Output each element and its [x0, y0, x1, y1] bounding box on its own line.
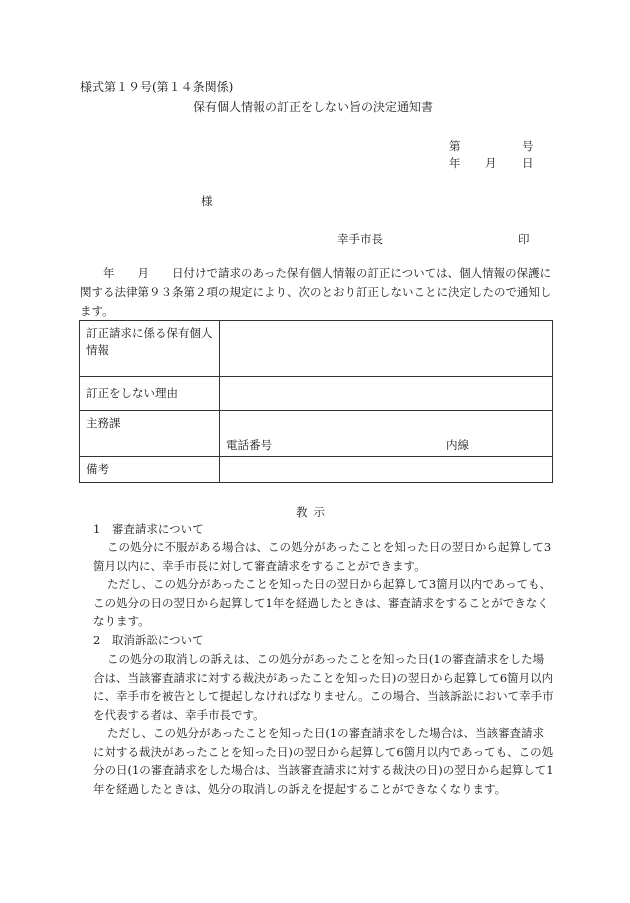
notice-title: 教示 [296, 505, 331, 519]
row-label-remarks: 備考 [80, 457, 220, 483]
date-day-label: 日 [522, 156, 534, 170]
info-table [79, 320, 553, 483]
reference-number-prefix: 第 [449, 139, 461, 153]
date-month-label: 月 [485, 156, 497, 170]
table-row [80, 411, 553, 457]
date-year-label: 年 [449, 156, 461, 170]
row-value-department[interactable] [220, 411, 553, 457]
notice-section-1-paragraph-2: ただし、この処分があったことを知った日の翌日から起算して3箇月以内であっても、この処分の日の翌日から起算して1年を経過したときは、審査請求をすることができなくなります。 [93, 577, 552, 628]
notice-section-1-heading: 1 審査請求について [93, 522, 204, 536]
body-paragraph: 年 月 日付けで請求のあった保有個人情報の訂正については、個人情報の保護に関する法律第９３条第２項の規定により、次のとおり訂正しないことに決定したので通知します。 [80, 266, 552, 318]
row-value-personal-info[interactable] [220, 321, 553, 377]
notice-section-1-paragraph-1: この処分に不服がある場合は、この処分があったことを知った日の翌日から起算して3箇月以内に、幸手市長に対して審査請求をすることができます。 [93, 540, 552, 573]
extension-label: 内線 [446, 438, 469, 452]
addressee-honorific: 様 [201, 194, 213, 208]
phone-number-label: 電話番号 [226, 438, 272, 452]
seal-mark: 印 [518, 232, 530, 246]
notice-section-2-paragraph-2: ただし、この処分があったことを知った日(1の審査請求をした場合は、当該審査請求に対する裁決があったことを知った日)の翌日から起算して6箇月以内であっても、この処分の日(1の審査請求をした場合は、当該審査請求に対する裁決の日)の翌日から起算して1年を経過したときは、処分の取消しの訴えを提起することができなくなります。 [93, 726, 554, 796]
table-row [80, 321, 553, 377]
row-label-personal-info: 訂正請求に係る保有個人情報 [80, 321, 220, 377]
notice-section-2-paragraph-1: この処分の取消しの訴えは、この処分があったことを知った日(1の審査請求をした場合は、当該審査請求に対する裁決があったことを知った日)の翌日から起算して6箇月以内に、幸手市を被告として提起しなければなりません。この場合、当該訴訟において幸手市を代表する者は、幸手市長です。 [93, 652, 554, 722]
reference-number-suffix: 号 [522, 139, 534, 153]
row-value-remarks[interactable] [220, 457, 553, 483]
row-label-reason: 訂正をしない理由 [80, 377, 220, 411]
sender-name: 幸手市長 [337, 232, 383, 246]
table-row [80, 457, 553, 483]
row-value-reason[interactable] [220, 377, 553, 411]
notice-section-2-heading: 2 取消訴訟について [93, 633, 204, 647]
form-number: 様式第１９号(第１４条関係) [80, 80, 234, 94]
document-title: 保有個人情報の訂正をしない旨の決定通知書 [193, 100, 434, 114]
table-row [80, 377, 553, 411]
row-label-department: 主務課 [80, 411, 220, 457]
